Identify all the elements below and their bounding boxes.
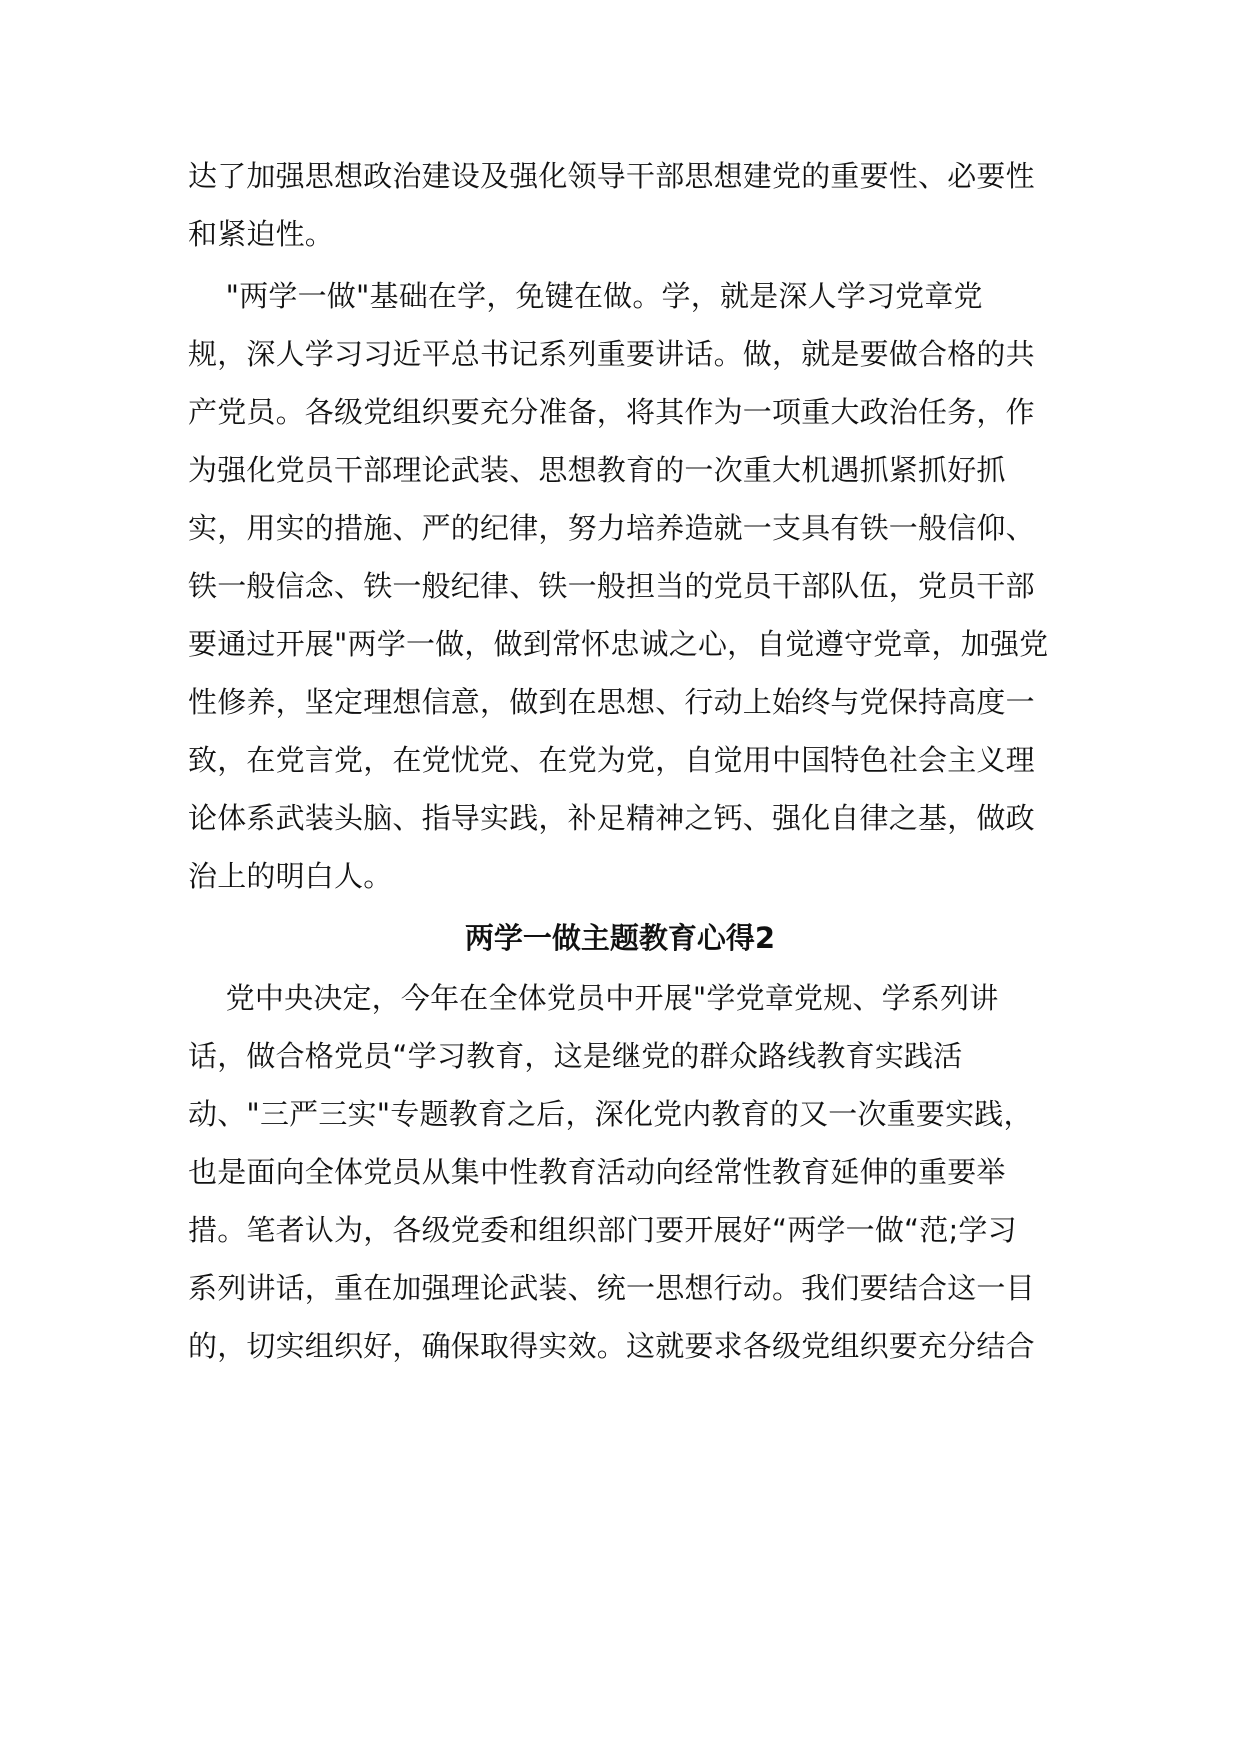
text-line: 达了加强思想政治建设及强化领导干部思想建党的重要性、必要性 <box>188 159 1035 193</box>
text-line: 系列讲话，重在加强理论武装、统一思想行动。我们要结合这一目 <box>188 1271 1035 1305</box>
text-line: 和紧迫性。 <box>188 217 335 251</box>
text-line: 措。笔者认为，各级党委和组织部门要开展好“两学一做“范;学习 <box>188 1213 1017 1247</box>
text-line: 动、"三严三实"专题教育之后，深化党内教育的又一次重要实践， <box>188 1097 1033 1131</box>
text-line: 致，在党言党，在党忧党、在党为党，自觉用中国特色社会主义理 <box>188 743 1035 777</box>
text-line: 治上的明白人。 <box>188 859 393 893</box>
text-line: 为强化党员干部理论武装、思想教育的一次重大机遇抓紧抓好抓 <box>188 453 1006 487</box>
text-line: 铁一般信念、铁一般纪律、铁一般担当的党员干部队伍，党员干部 <box>188 569 1035 603</box>
text-line: 规，深人学习习近平总书记系列重要讲话。做，就是要做合格的共 <box>188 337 1035 371</box>
text-line: 性修养，坚定理想信意，做到在思想、行动上始终与党保持高度一 <box>188 685 1035 719</box>
text-line: 论体系武装头脑、指导实践，补足精神之钙、强化自律之基，做政 <box>188 801 1035 835</box>
text-line: 的，切实组织好，确保取得实效。这就要求各级党组织要充分结合 <box>188 1329 1035 1363</box>
text-line: 实，用实的措施、严的纪律，努力培养造就一支具有铁一般信仰、 <box>188 511 1035 545</box>
text-line: 要通过开展"两学一做，做到常怀忠诚之心，自觉遵守党章，加强党 <box>188 627 1049 661</box>
text-line: 也是面向全体党员从集中性教育活动向经常性教育延伸的重要举 <box>188 1155 1006 1189</box>
text-line: 党中央决定，今年在全体党员中开展"学党章党规、学系列讲 <box>188 981 999 1015</box>
text-line: 产党员。各级党组织要充分准备，将其作为一项重大政治任务，作 <box>188 395 1035 429</box>
text-line: "两学一做"基础在学，免键在做。学，就是深人学习党章党 <box>188 279 983 313</box>
section-heading: 两学一做主题教育心得2 <box>464 921 776 955</box>
text-line: 话，做合格党员“学习教育，这是继党的群众路线教育实践活 <box>188 1039 963 1073</box>
